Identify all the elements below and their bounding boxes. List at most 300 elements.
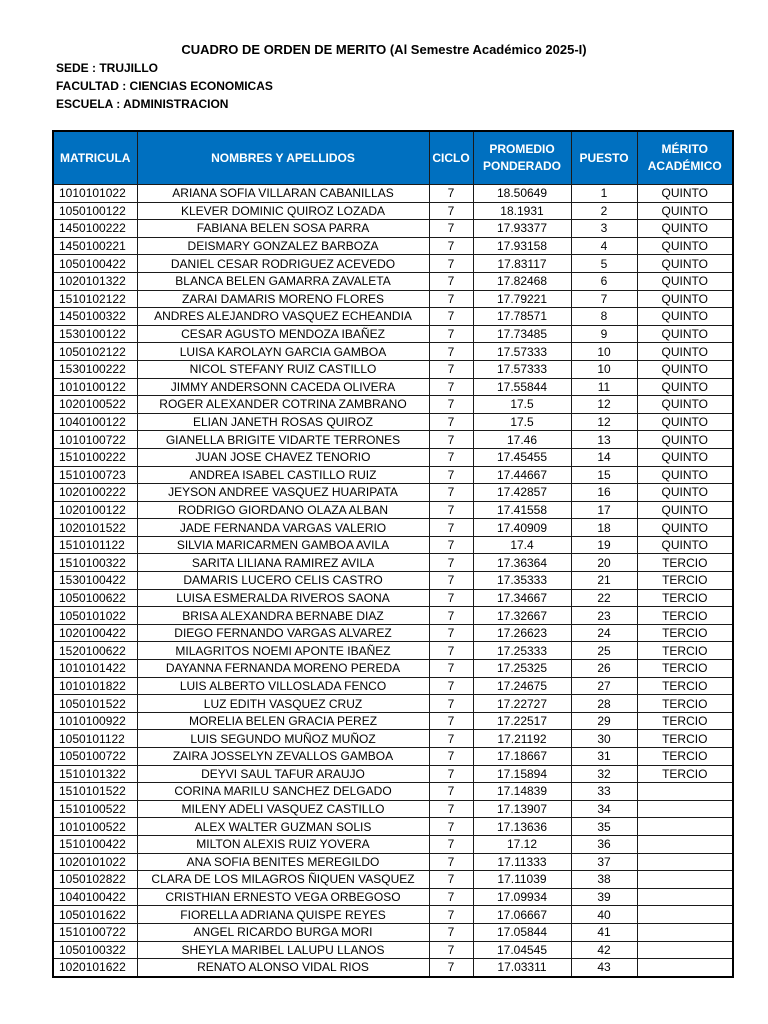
table-row	[53, 255, 733, 273]
cell-matricula: 1510100322	[53, 554, 137, 572]
cell-nombre: JEYSON ANDREE VASQUEZ HUARIPATA	[137, 484, 429, 502]
cell-matricula: 1020101022	[53, 853, 137, 871]
cell-promedio: 17.46	[473, 431, 571, 449]
cell-promedio: 17.34667	[473, 589, 571, 607]
cell-promedio: 17.05844	[473, 923, 571, 941]
header-promedio-line2: PONDERADO	[482, 159, 561, 173]
cell-nombre: ANDRES ALEJANDRO VASQUEZ ECHEANDIA	[137, 308, 429, 326]
cell-nombre: JIMMY ANDERSONN CACEDA OLIVERA	[137, 378, 429, 396]
table-row	[53, 185, 733, 203]
table-row	[53, 220, 733, 238]
cell-matricula: 1020101622	[53, 959, 137, 977]
cell-ciclo: 7	[429, 959, 473, 977]
cell-nombre: RODRIGO GIORDANO OLAZA ALBAN	[137, 501, 429, 519]
cell-nombre: SHEYLA MARIBEL LALUPU LLANOS	[137, 941, 429, 959]
cell-puesto: 10	[571, 343, 637, 361]
table-row	[53, 853, 733, 871]
cell-nombre: CORINA MARILU SANCHEZ DELGADO	[137, 783, 429, 801]
sede-label: SEDE : TRUJILLO	[56, 61, 159, 75]
cell-merito: QUINTO	[637, 308, 733, 326]
cell-ciclo: 7	[429, 923, 473, 941]
cell-puesto: 18	[571, 519, 637, 537]
header-promedio-line1: PROMEDIO	[489, 142, 555, 156]
cell-matricula: 1050101122	[53, 730, 137, 748]
cell-matricula: 1050100422	[53, 255, 137, 273]
cell-ciclo: 7	[429, 466, 473, 484]
cell-matricula: 1450100222	[53, 220, 137, 238]
cell-nombre: ROGER ALEXANDER COTRINA ZAMBRANO	[137, 396, 429, 414]
cell-merito: TERCIO	[637, 554, 733, 572]
table-row	[53, 290, 733, 308]
cell-promedio: 17.14839	[473, 783, 571, 801]
cell-nombre: ZAIRA JOSSELYN ZEVALLOS GAMBOA	[137, 748, 429, 766]
cell-nombre: LUIS SEGUNDO MUÑOZ MUÑOZ	[137, 730, 429, 748]
table-row	[53, 360, 733, 378]
cell-ciclo: 7	[429, 853, 473, 871]
cell-merito: TERCIO	[637, 677, 733, 695]
cell-nombre: DEISMARY GONZALEZ BARBOZA	[137, 237, 429, 255]
cell-nombre: ANA SOFIA BENITES MEREGILDO	[137, 853, 429, 871]
cell-matricula: 1050100322	[53, 941, 137, 959]
cell-ciclo: 7	[429, 536, 473, 554]
cell-puesto: 20	[571, 554, 637, 572]
cell-nombre: MORELIA BELEN GRACIA PEREZ	[137, 712, 429, 730]
cell-nombre: RENATO ALONSO VIDAL RIOS	[137, 959, 429, 977]
cell-promedio: 17.25325	[473, 660, 571, 678]
cell-merito: QUINTO	[637, 431, 733, 449]
table-row	[53, 818, 733, 836]
cell-matricula: 1530100422	[53, 572, 137, 590]
cell-puesto: 41	[571, 923, 637, 941]
table-row	[53, 396, 733, 414]
cell-puesto: 38	[571, 871, 637, 889]
cell-ciclo: 7	[429, 835, 473, 853]
cell-puesto: 31	[571, 748, 637, 766]
cell-nombre: NICOL STEFANY RUIZ CASTILLO	[137, 360, 429, 378]
cell-puesto: 17	[571, 501, 637, 519]
cell-merito	[637, 923, 733, 941]
cell-nombre: ELIAN JANETH ROSAS QUIROZ	[137, 413, 429, 431]
cell-puesto: 28	[571, 695, 637, 713]
table-row	[53, 712, 733, 730]
cell-ciclo: 7	[429, 202, 473, 220]
cell-ciclo: 7	[429, 748, 473, 766]
cell-merito: QUINTO	[637, 396, 733, 414]
cell-puesto: 2	[571, 202, 637, 220]
cell-puesto: 4	[571, 237, 637, 255]
cell-nombre: FABIANA BELEN SOSA PARRA	[137, 220, 429, 238]
cell-ciclo: 7	[429, 290, 473, 308]
cell-merito	[637, 959, 733, 977]
cell-puesto: 15	[571, 466, 637, 484]
facultad-label: FACULTAD : CIENCIAS ECONOMICAS	[56, 79, 273, 93]
cell-ciclo: 7	[429, 501, 473, 519]
table-row	[53, 765, 733, 783]
cell-puesto: 39	[571, 888, 637, 906]
cell-matricula: 1510100723	[53, 466, 137, 484]
cell-nombre: ALEX WALTER GUZMAN SOLIS	[137, 818, 429, 836]
cell-merito: QUINTO	[637, 378, 733, 396]
cell-promedio: 17.93158	[473, 237, 571, 255]
cell-nombre: LUISA KAROLAYN GARCIA GAMBOA	[137, 343, 429, 361]
cell-ciclo: 7	[429, 396, 473, 414]
table-row	[53, 783, 733, 801]
cell-matricula: 1510101122	[53, 536, 137, 554]
table-row	[53, 906, 733, 924]
cell-promedio: 17.25333	[473, 642, 571, 660]
cell-promedio: 17.93377	[473, 220, 571, 238]
table-row	[53, 519, 733, 537]
cell-promedio: 17.18667	[473, 748, 571, 766]
cell-nombre: BRISA ALEXANDRA BERNABE DIAZ	[137, 607, 429, 625]
cell-matricula: 1450100322	[53, 308, 137, 326]
cell-merito	[637, 818, 733, 836]
cell-matricula: 1510100422	[53, 835, 137, 853]
table-row	[53, 871, 733, 889]
table-body	[53, 185, 733, 977]
cell-merito: QUINTO	[637, 519, 733, 537]
table-row	[53, 730, 733, 748]
cell-puesto: 6	[571, 272, 637, 290]
cell-matricula: 1530100222	[53, 360, 137, 378]
cell-promedio: 17.82468	[473, 272, 571, 290]
cell-promedio: 17.11039	[473, 871, 571, 889]
cell-matricula: 1510100222	[53, 448, 137, 466]
cell-puesto: 40	[571, 906, 637, 924]
cell-promedio: 17.24675	[473, 677, 571, 695]
cell-puesto: 42	[571, 941, 637, 959]
table-row	[53, 466, 733, 484]
cell-merito: TERCIO	[637, 712, 733, 730]
table-row	[53, 378, 733, 396]
cell-puesto: 33	[571, 783, 637, 801]
cell-merito: TERCIO	[637, 748, 733, 766]
cell-promedio: 17.22517	[473, 712, 571, 730]
cell-matricula: 1010101022	[53, 185, 137, 203]
cell-merito	[637, 853, 733, 871]
escuela-label: ESCUELA : ADMINISTRACION	[56, 97, 229, 111]
cell-nombre: ARIANA SOFIA VILLARAN CABANILLAS	[137, 185, 429, 203]
cell-matricula: 1050100122	[53, 202, 137, 220]
cell-puesto: 11	[571, 378, 637, 396]
cell-promedio: 17.22727	[473, 695, 571, 713]
cell-matricula: 1510102122	[53, 290, 137, 308]
header-puesto: PUESTO	[571, 131, 637, 185]
cell-ciclo: 7	[429, 783, 473, 801]
cell-ciclo: 7	[429, 906, 473, 924]
cell-merito: TERCIO	[637, 642, 733, 660]
table-row	[53, 642, 733, 660]
table-row	[53, 431, 733, 449]
cell-puesto: 30	[571, 730, 637, 748]
cell-nombre: ZARAI DAMARIS MORENO FLORES	[137, 290, 429, 308]
cell-promedio: 17.57333	[473, 343, 571, 361]
cell-nombre: JUAN JOSE CHAVEZ TENORIO	[137, 448, 429, 466]
cell-matricula: 1020101522	[53, 519, 137, 537]
table-row	[53, 695, 733, 713]
cell-ciclo: 7	[429, 695, 473, 713]
cell-nombre: BLANCA BELEN GAMARRA ZAVALETA	[137, 272, 429, 290]
cell-matricula: 1530100122	[53, 325, 137, 343]
table-row	[53, 484, 733, 502]
cell-promedio: 18.1931	[473, 202, 571, 220]
cell-matricula: 1510100722	[53, 923, 137, 941]
header-merito	[637, 131, 733, 185]
cell-merito	[637, 941, 733, 959]
cell-merito: QUINTO	[637, 448, 733, 466]
cell-merito: QUINTO	[637, 237, 733, 255]
cell-promedio: 17.41558	[473, 501, 571, 519]
cell-promedio: 17.79221	[473, 290, 571, 308]
table-row	[53, 448, 733, 466]
cell-matricula: 1510101522	[53, 783, 137, 801]
cell-ciclo: 7	[429, 272, 473, 290]
cell-merito: QUINTO	[637, 185, 733, 203]
cell-matricula: 1040100422	[53, 888, 137, 906]
cell-matricula: 1010101822	[53, 677, 137, 695]
cell-merito: QUINTO	[637, 501, 733, 519]
cell-merito: QUINTO	[637, 343, 733, 361]
cell-merito: TERCIO	[637, 765, 733, 783]
cell-puesto: 10	[571, 360, 637, 378]
cell-merito	[637, 871, 733, 889]
table-row	[53, 343, 733, 361]
cell-ciclo: 7	[429, 484, 473, 502]
cell-merito: TERCIO	[637, 624, 733, 642]
table-row	[53, 959, 733, 977]
cell-ciclo: 7	[429, 642, 473, 660]
table-row	[53, 536, 733, 554]
cell-puesto: 3	[571, 220, 637, 238]
cell-merito: QUINTO	[637, 413, 733, 431]
cell-promedio: 17.40909	[473, 519, 571, 537]
cell-merito: TERCIO	[637, 607, 733, 625]
header-ciclo: CICLO	[429, 131, 473, 185]
cell-nombre: CRISTHIAN ERNESTO VEGA ORBEGOSO	[137, 888, 429, 906]
cell-matricula: 1020100522	[53, 396, 137, 414]
cell-nombre: LUZ EDITH VASQUEZ CRUZ	[137, 695, 429, 713]
cell-ciclo: 7	[429, 818, 473, 836]
cell-ciclo: 7	[429, 325, 473, 343]
cell-promedio: 17.11333	[473, 853, 571, 871]
header-nombres: NOMBRES Y APELLIDOS	[137, 131, 429, 185]
cell-puesto: 24	[571, 624, 637, 642]
cell-promedio: 17.36364	[473, 554, 571, 572]
cell-promedio: 17.03311	[473, 959, 571, 977]
cell-merito: QUINTO	[637, 360, 733, 378]
cell-promedio: 17.32667	[473, 607, 571, 625]
cell-matricula: 1020100422	[53, 624, 137, 642]
cell-promedio: 17.26623	[473, 624, 571, 642]
cell-matricula: 1010100522	[53, 818, 137, 836]
cell-matricula: 1020100122	[53, 501, 137, 519]
cell-ciclo: 7	[429, 765, 473, 783]
cell-puesto: 23	[571, 607, 637, 625]
cell-promedio: 17.55844	[473, 378, 571, 396]
cell-puesto: 8	[571, 308, 637, 326]
table-row	[53, 677, 733, 695]
cell-merito: QUINTO	[637, 536, 733, 554]
cell-nombre: ANDREA ISABEL CASTILLO RUIZ	[137, 466, 429, 484]
cell-ciclo: 7	[429, 413, 473, 431]
cell-nombre: SILVIA MARICARMEN GAMBOA AVILA	[137, 536, 429, 554]
cell-matricula: 1050102822	[53, 871, 137, 889]
cell-merito: TERCIO	[637, 730, 733, 748]
cell-merito: TERCIO	[637, 589, 733, 607]
cell-puesto: 19	[571, 536, 637, 554]
cell-promedio: 17.13907	[473, 800, 571, 818]
cell-matricula: 1020101322	[53, 272, 137, 290]
table-row	[53, 237, 733, 255]
cell-ciclo: 7	[429, 624, 473, 642]
cell-puesto: 5	[571, 255, 637, 273]
cell-promedio: 18.50649	[473, 185, 571, 203]
header-matricula: MATRICULA	[53, 131, 137, 185]
cell-nombre: DEYVI SAUL TAFUR ARAUJO	[137, 765, 429, 783]
cell-nombre: KLEVER DOMINIC QUIROZ LOZADA	[137, 202, 429, 220]
cell-merito: TERCIO	[637, 660, 733, 678]
cell-puesto: 35	[571, 818, 637, 836]
cell-ciclo: 7	[429, 660, 473, 678]
cell-puesto: 43	[571, 959, 637, 977]
cell-merito: QUINTO	[637, 220, 733, 238]
cell-puesto: 16	[571, 484, 637, 502]
cell-promedio: 17.12	[473, 835, 571, 853]
cell-puesto: 1	[571, 185, 637, 203]
cell-matricula: 1520100622	[53, 642, 137, 660]
cell-ciclo: 7	[429, 360, 473, 378]
table-row	[53, 941, 733, 959]
cell-promedio: 17.04545	[473, 941, 571, 959]
cell-promedio: 17.15894	[473, 765, 571, 783]
cell-puesto: 7	[571, 290, 637, 308]
cell-nombre: JADE FERNANDA VARGAS VALERIO	[137, 519, 429, 537]
cell-promedio: 17.13636	[473, 818, 571, 836]
cell-matricula: 1510101322	[53, 765, 137, 783]
cell-promedio: 17.09934	[473, 888, 571, 906]
page-title: CUADRO DE ORDEN DE MERITO (Al Semestre Académico 2025-I)	[181, 42, 587, 57]
cell-nombre: GIANELLA BRIGITE VIDARTE TERRONES	[137, 431, 429, 449]
header-merito-line1: MÉRITO	[661, 142, 708, 156]
cell-puesto: 36	[571, 835, 637, 853]
cell-nombre: CESAR AGUSTO MENDOZA IBAÑEZ	[137, 325, 429, 343]
cell-matricula: 1050101622	[53, 906, 137, 924]
table-row	[53, 660, 733, 678]
cell-nombre: LUISA ESMERALDA RIVEROS SAONA	[137, 589, 429, 607]
cell-promedio: 17.44667	[473, 466, 571, 484]
header-promedio	[473, 131, 571, 185]
cell-promedio: 17.35333	[473, 572, 571, 590]
cell-ciclo: 7	[429, 308, 473, 326]
cell-ciclo: 7	[429, 448, 473, 466]
cell-matricula: 1050102122	[53, 343, 137, 361]
table-row	[53, 835, 733, 853]
cell-promedio: 17.06667	[473, 906, 571, 924]
cell-merito: QUINTO	[637, 466, 733, 484]
cell-puesto: 37	[571, 853, 637, 871]
cell-merito	[637, 783, 733, 801]
cell-matricula: 1050101022	[53, 607, 137, 625]
cell-nombre: MILTON ALEXIS RUIZ YOVERA	[137, 835, 429, 853]
cell-matricula: 1010100722	[53, 431, 137, 449]
cell-merito	[637, 800, 733, 818]
table-row	[53, 800, 733, 818]
cell-ciclo: 7	[429, 220, 473, 238]
table-row	[53, 589, 733, 607]
table-row	[53, 325, 733, 343]
cell-puesto: 22	[571, 589, 637, 607]
table-row	[53, 272, 733, 290]
table-row	[53, 501, 733, 519]
cell-puesto: 32	[571, 765, 637, 783]
cell-ciclo: 7	[429, 378, 473, 396]
cell-merito: QUINTO	[637, 484, 733, 502]
cell-promedio: 17.42857	[473, 484, 571, 502]
table-row	[53, 888, 733, 906]
table-row	[53, 923, 733, 941]
cell-ciclo: 7	[429, 431, 473, 449]
header-merito-line2: ACADÉMICO	[647, 159, 722, 173]
cell-ciclo: 7	[429, 677, 473, 695]
cell-puesto: 29	[571, 712, 637, 730]
cell-ciclo: 7	[429, 572, 473, 590]
cell-puesto: 25	[571, 642, 637, 660]
cell-merito	[637, 888, 733, 906]
cell-merito: QUINTO	[637, 290, 733, 308]
cell-merito: QUINTO	[637, 325, 733, 343]
cell-nombre: ANGEL RICARDO BURGA MORI	[137, 923, 429, 941]
cell-nombre: LUIS ALBERTO VILLOSLADA FENCO	[137, 677, 429, 695]
cell-promedio: 17.45455	[473, 448, 571, 466]
cell-ciclo: 7	[429, 712, 473, 730]
cell-puesto: 26	[571, 660, 637, 678]
cell-puesto: 13	[571, 431, 637, 449]
cell-ciclo: 7	[429, 730, 473, 748]
cell-ciclo: 7	[429, 519, 473, 537]
cell-ciclo: 7	[429, 871, 473, 889]
cell-merito: TERCIO	[637, 695, 733, 713]
cell-puesto: 14	[571, 448, 637, 466]
cell-ciclo: 7	[429, 589, 473, 607]
cell-matricula: 1450100221	[53, 237, 137, 255]
cell-nombre: DAMARIS LUCERO CELIS CASTRO	[137, 572, 429, 590]
cell-nombre: MILENY ADELI VASQUEZ CASTILLO	[137, 800, 429, 818]
table-row	[53, 572, 733, 590]
table-row	[53, 308, 733, 326]
cell-ciclo: 7	[429, 237, 473, 255]
cell-promedio: 17.21192	[473, 730, 571, 748]
cell-merito: QUINTO	[637, 272, 733, 290]
cell-nombre: CLARA DE LOS MILAGROS ÑIQUEN VASQUEZ	[137, 871, 429, 889]
cell-merito: QUINTO	[637, 202, 733, 220]
merit-table	[52, 130, 734, 978]
cell-promedio: 17.78571	[473, 308, 571, 326]
cell-nombre: SARITA LILIANA RAMIREZ AVILA	[137, 554, 429, 572]
cell-matricula: 1510100522	[53, 800, 137, 818]
cell-puesto: 12	[571, 396, 637, 414]
cell-matricula: 1050101522	[53, 695, 137, 713]
cell-ciclo: 7	[429, 185, 473, 203]
cell-nombre: DAYANNA FERNANDA MORENO PEREDA	[137, 660, 429, 678]
cell-matricula: 1010100122	[53, 378, 137, 396]
cell-promedio: 17.73485	[473, 325, 571, 343]
cell-nombre: DIEGO FERNANDO VARGAS ALVAREZ	[137, 624, 429, 642]
table-row	[53, 624, 733, 642]
cell-ciclo: 7	[429, 888, 473, 906]
table-row	[53, 748, 733, 766]
table-row	[53, 413, 733, 431]
cell-puesto: 12	[571, 413, 637, 431]
